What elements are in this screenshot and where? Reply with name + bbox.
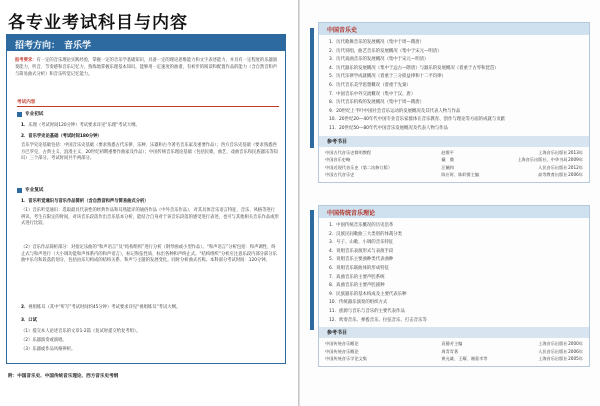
major-box bbox=[6, 34, 286, 364]
oral-item-1-title: 1．音乐听觉通识与音乐作品简析（含自然音和声与简易曲式分析） bbox=[21, 199, 149, 204]
written-item-1-text: 乐理（考试时间120分钟）考试要求详见“乐理”考试大纲。 bbox=[28, 123, 140, 128]
written-item-2-body: 音乐学史论基础包括：中国音乐史基础（要求熟悉古代乐律、乐种、乐器和古今著名音乐家及重要作品）；西方音乐史基础（要求熟悉西方巴罗克、古典主义、浪漫主义、20世纪初期重要作曲家及作品）；中国传统音乐理论基础（包括民歌、曲艺、戏曲音乐和民族器乐等知识）三个部分。考试时间共半两部分。 bbox=[21, 143, 278, 162]
ref-publisher: 人民音乐出版社 bbox=[538, 164, 568, 170]
music-history-list bbox=[319, 35, 589, 136]
ref-publisher: 上海音乐出版社 bbox=[538, 341, 568, 347]
bullet-icon bbox=[17, 112, 22, 117]
list-item: 9．20世纪上半叶中国社会音乐运动的发展概况及其代表人物与作品 bbox=[329, 108, 461, 114]
oral-item-3c: （3）乐器或作品风格辨析。 bbox=[21, 347, 76, 352]
oral-item-2: 2．视唱练耳（其中“听写”考试时间约45分钟）考试要求详见“视唱练耳”考试大纲。 bbox=[21, 305, 181, 310]
ref-book: 中国古代音乐史 bbox=[325, 172, 355, 178]
ref-book: 中国传统音乐概论 bbox=[325, 341, 359, 347]
traditional-theory-title: 中国传统音乐理论 bbox=[319, 206, 589, 218]
oral-item-1a: （1）音乐听觉通识：选取最具代表性的经典作品和耳熟能详的通俗作品（中外音乐作品），对其具体音乐语言特征、音乐、风格等进行辨识。考生在限定的时间，对该音乐段落作出音乐基本分析，能结合自身对于该音乐段落的感受进行表述，也可与其他相关音乐作品或形式进行比较。 bbox=[21, 208, 279, 227]
footer-note: 附：中国音乐史、中国传统音乐理论、西方音乐史考纲 bbox=[8, 374, 119, 379]
ref-year: 2006年 bbox=[568, 348, 583, 354]
list-item: 9．民族器乐的基本构成及主要代表乐种 bbox=[329, 291, 407, 297]
written-item-2-title-text: 音乐学史论基础（考试时间180分钟） bbox=[28, 134, 102, 139]
ref-author: 陈应时、陈聆群主编 bbox=[441, 172, 480, 178]
ref-table-2 bbox=[319, 338, 589, 366]
list-item: 5．历代乐律学成就概况（着重于三分损益律和十二平均律） bbox=[329, 74, 446, 80]
direction-header bbox=[7, 35, 285, 51]
section-content-label: 考试内容 bbox=[17, 99, 279, 107]
ref-table-1 bbox=[319, 147, 589, 182]
oral-item-3-title: 3．口试 bbox=[21, 318, 37, 323]
list-item: 1．历代歌舞音乐的发展概况（集中于周—隋唐） bbox=[329, 40, 424, 45]
list-item: 12．吹奏音乐、弹拨音乐、拉弦音乐、打击音乐等 bbox=[329, 317, 427, 323]
written-item-2-title: 2．音乐学史论基础（考试时间180分钟） bbox=[21, 134, 102, 139]
direction-value: 音乐学 bbox=[64, 41, 92, 51]
oral-item-1b: （2）音乐作品简析部分：对指定乐曲的“和声语言”及“结构组织”进行分析（钢琴曲或小型作品）。“和声语言”分析包括：和声调性、终止式与和声进行（大小调功能和声体系内的和声语言），标记和弦性质、标出各种和声终止式。“结构组织”分析应注意乐段内部分部分乐曲中乐句和段落的划分，包括由乐句构成的结构关系、和声与主题的发展变化。同时分析曲式名称。本科部分考试时间：120分钟。 bbox=[21, 245, 277, 264]
oral-item-3-title-text: 口试 bbox=[28, 318, 37, 323]
traditional-theory-box bbox=[318, 205, 590, 367]
list-item: 6．历代音乐美学思想概况（着重于先秦） bbox=[329, 82, 411, 88]
section-oral bbox=[17, 187, 43, 193]
accent-bar bbox=[310, 210, 314, 330]
ref-row bbox=[319, 171, 589, 179]
ref-publisher: 高等教育出版社 bbox=[538, 172, 568, 178]
bullet-icon bbox=[17, 188, 22, 193]
ref-title-1: 参考书目 bbox=[319, 136, 589, 147]
ref-row bbox=[319, 340, 589, 348]
page-title: 各专业考试科目与内容 bbox=[8, 13, 188, 33]
ref-year: 2005年 bbox=[568, 356, 583, 362]
ref-author: 黄允箴、王耀、谢嘉幸等 bbox=[441, 356, 488, 362]
direction-label: 招考方向： bbox=[15, 41, 61, 51]
ref-row bbox=[319, 348, 589, 356]
ref-year: 2006年 bbox=[568, 172, 583, 178]
list-item: 7．戏曲音乐的主要声腔系统 bbox=[329, 274, 385, 280]
music-history-title: 中国音乐史 bbox=[319, 23, 589, 35]
oral-item-3b: （2）乐器演奏或演唱。 bbox=[21, 338, 67, 343]
list-item: 3．号子、山歌、小调的音乐特征 bbox=[329, 240, 394, 246]
list-item: 11．20世纪50—80年代中国音乐发展概况及代表人物与作品 bbox=[329, 125, 448, 131]
music-history-box bbox=[318, 22, 590, 183]
oral-item-2-text: 视唱练耳（其中“听写”考试时间约45分钟）考试要求详见“视唱练耳”考试大纲。 bbox=[28, 305, 181, 310]
list-item: 10．20世纪20—40年代中国专业音乐家群体在音乐教育、创作与理论等方面的成就与贡献 bbox=[329, 117, 506, 123]
ref-author: 周青青著 bbox=[441, 348, 459, 354]
ref-author: 赵维平 bbox=[441, 149, 454, 155]
ref-book: 中国音乐史略 bbox=[325, 157, 351, 163]
ref-year: 2009年 bbox=[568, 157, 583, 163]
section-written-label: 专业初试 bbox=[25, 112, 44, 117]
ref-row bbox=[319, 156, 589, 164]
list-item: 2．历代说唱、曲艺音乐的发展概况（集中于宋元—明清） bbox=[329, 48, 442, 54]
ref-book: 中国近现代音乐史（第二次修订版） bbox=[325, 164, 393, 170]
ref-row bbox=[319, 149, 589, 157]
ref-book: 中国传统音乐概论 bbox=[325, 348, 359, 354]
list-item: 10．传统器乐演奏的组织方式 bbox=[329, 300, 388, 306]
ref-row bbox=[319, 164, 589, 172]
oral-item-1-title-text: 音乐听觉通识与音乐作品简析（含自然音和声与简易曲式分析） bbox=[28, 199, 149, 204]
ref-title-2: 参考书目 bbox=[319, 327, 589, 338]
ref-book: 中国古代音乐史简明教程 bbox=[325, 149, 372, 155]
intro bbox=[15, 57, 279, 78]
ref-publisher: 上海音乐出版社 bbox=[538, 356, 568, 362]
list-item: 8．历代音乐机构的发展概况（集中于周—隋唐） bbox=[329, 100, 424, 106]
section-written bbox=[17, 111, 43, 117]
ref-publisher: 人民音乐出版社 bbox=[538, 348, 568, 354]
ref-book: 中国传统音乐学论文集 bbox=[325, 356, 367, 362]
list-item: 1．中国传统音乐概况的历史沿革 bbox=[329, 223, 394, 228]
list-item: 4．历代器乐的发展概况（集中于远古—隋唐）与器乐的发展概况（着重于古琴和琵琶） bbox=[329, 65, 499, 71]
list-item: 7．中国音乐中外交流概况（集中于汉、唐） bbox=[329, 91, 416, 97]
list-item: 4．说唱音乐表演形式与表演手段 bbox=[329, 248, 394, 254]
ref-year: 2013年 bbox=[568, 149, 583, 155]
oral-item-3a: （1）提交本人论述音乐的文章1-2篇（复试时提交给复考组）。 bbox=[21, 329, 141, 334]
written-item-1: 1．乐理（考试时间120分钟）考试要求详见“乐理”考试大纲。 bbox=[21, 123, 140, 128]
list-item: 2．汉族民间歌曲三大类别的体裁分类 bbox=[329, 231, 403, 237]
ref-row bbox=[319, 355, 589, 363]
ref-publisher: 上海音乐出版社 bbox=[538, 149, 568, 155]
list-item: 11．族源与音乐与音乐的主要代表作品 bbox=[329, 308, 405, 314]
list-item: 3．历代戏曲音乐的发展概况（集中于宋元—明清） bbox=[329, 57, 429, 63]
list-item: 8．戏曲音乐的主要声腔剧种 bbox=[329, 283, 385, 289]
ref-year: 2012年 bbox=[568, 164, 583, 170]
list-item: 5．说唱音乐主要曲种类代表曲种 bbox=[329, 257, 394, 263]
intro-text: 有一定的音乐理论实践经验，掌握一定的音乐学基础知识，具备一定的理论思维能力和文字表述能力，并具有一定程度的乐器演奏能力，听音、节奏感和音乐记忆力，熟练地掌握乐理基本知识，能够用一定速度的曲谱，有初步的阅读和配置作品的能力（含自然音和声与简易曲式分析）和音乐听觉记忆能力。 bbox=[15, 58, 278, 77]
ref-year: 2000年 bbox=[568, 341, 583, 347]
accent-bar bbox=[310, 28, 314, 148]
ref-author: 汪毓和 bbox=[441, 164, 454, 170]
section-oral-label: 专业复试 bbox=[25, 188, 44, 193]
ref-publisher: 上海音乐出版社、中华书局 bbox=[517, 157, 568, 163]
ref-author: 袁静芳主编 bbox=[441, 341, 463, 347]
list-item: 6．说唱音乐联曲体的形成特征 bbox=[329, 265, 389, 271]
traditional-theory-list bbox=[319, 218, 589, 327]
ref-author: 戴 微 bbox=[441, 157, 454, 163]
intro-label: 报考要求： bbox=[15, 58, 37, 63]
